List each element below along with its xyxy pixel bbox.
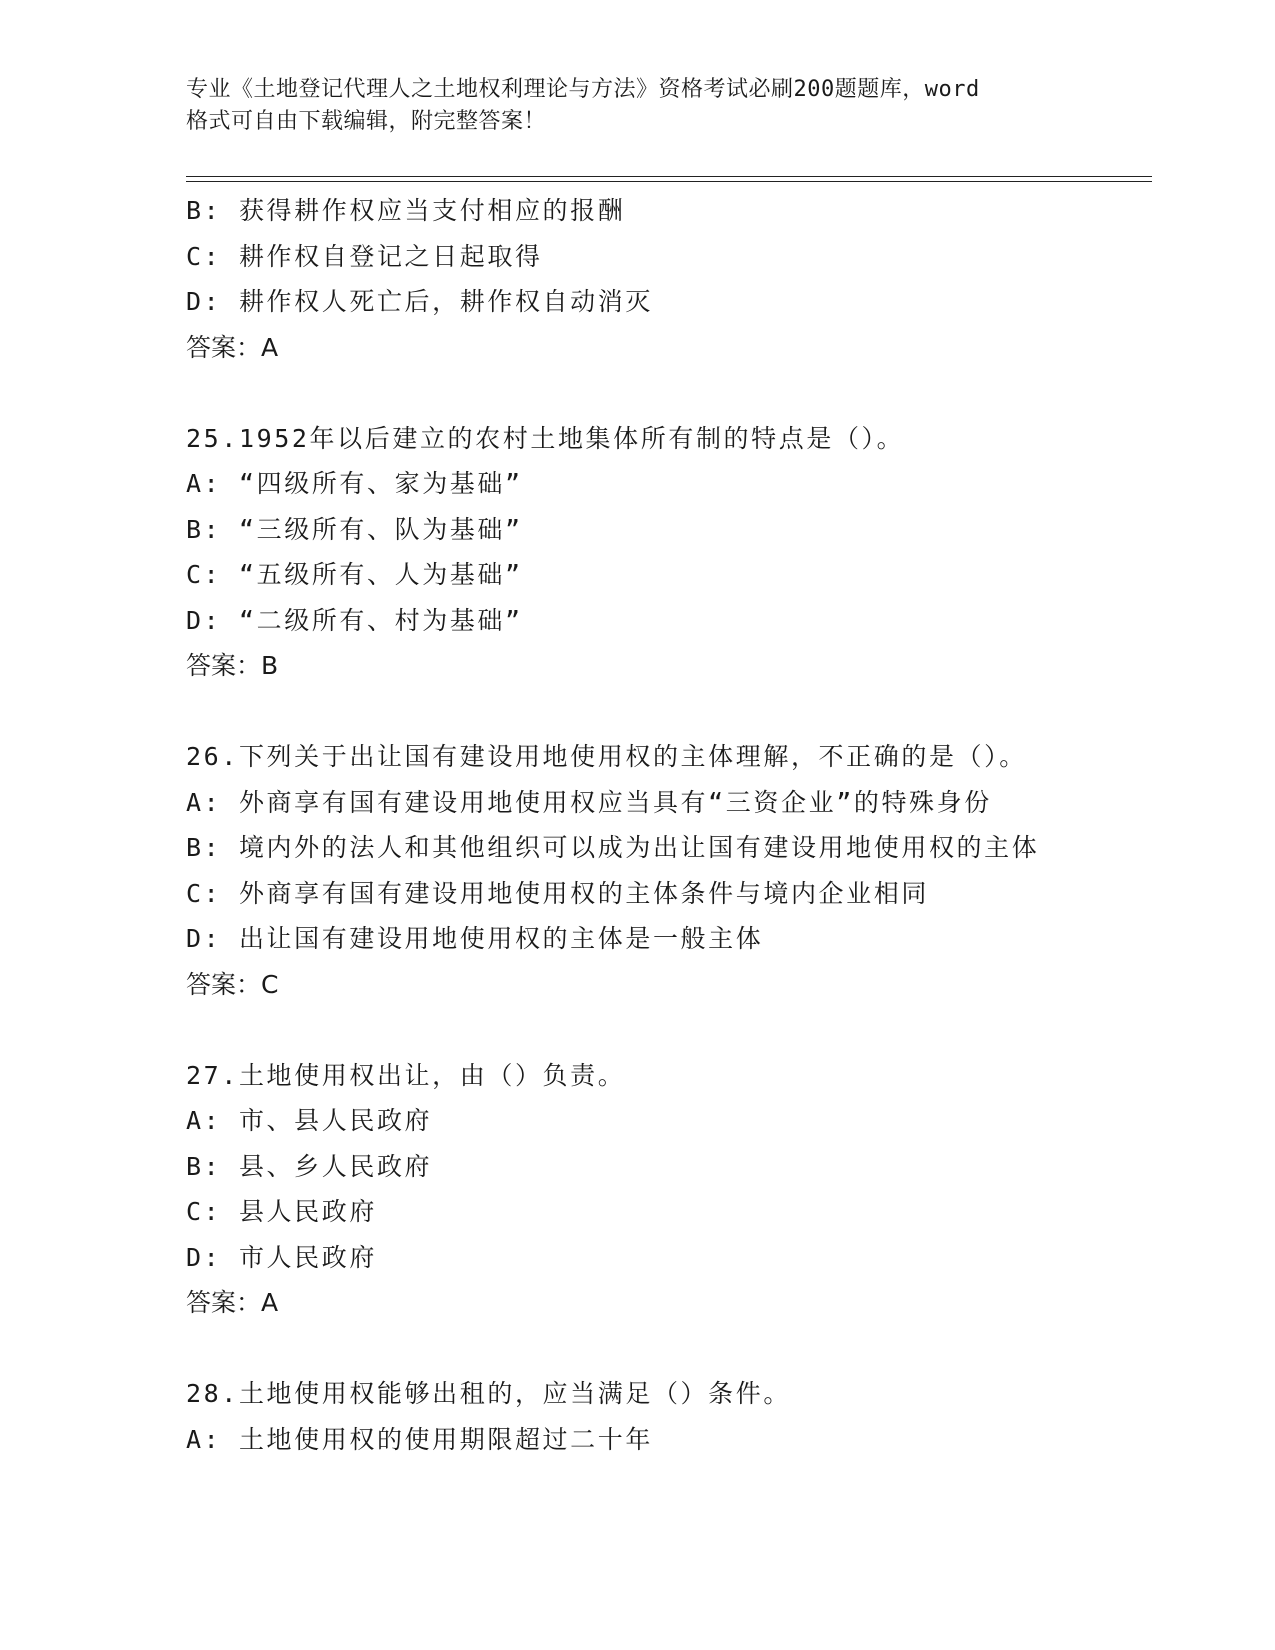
answer-line: 答案：B — [186, 651, 279, 680]
option-c: C: 耕作权自登记之日起取得 — [186, 241, 543, 271]
option-b: B: 境内外的法人和其他组织可以成为出让国有建设用地使用权的主体 — [186, 833, 1040, 862]
option-d: D: 耕作权人死亡后，耕作权自动消灭 — [186, 287, 653, 316]
option-b: B: “三级所有、队为基础” — [186, 514, 523, 544]
spacer — [186, 1007, 1146, 1053]
question-stem: 28.土地使用权能够出租的，应当满足（）条件。 — [186, 1379, 791, 1408]
option-a: A: 外商享有国有建设用地使用权应当具有“三资企业”的特殊身份 — [186, 787, 992, 817]
option-c: C: 县人民政府 — [186, 1197, 377, 1226]
header-rule-top — [186, 176, 1152, 177]
option-a: A: “四级所有、家为基础” — [186, 469, 523, 498]
header-line-1: 专业《土地登记代理人之土地权利理论与方法》资格考试必刷200题题库，word — [186, 77, 980, 102]
option-a: A: 土地使用权的使用期限超过二十年 — [186, 1424, 653, 1454]
question-block-26 — [186, 734, 1146, 1007]
question-block-24 — [186, 188, 1146, 370]
spacer — [186, 370, 1146, 416]
answer-line: 答案：C — [186, 969, 279, 999]
answer-line: 答案：A — [186, 1288, 279, 1317]
question-stem: 27.土地使用权出让，由（）负责。 — [186, 1060, 626, 1090]
option-b: B: 获得耕作权应当支付相应的报酬 — [186, 196, 626, 225]
option-d: D: 市人民政府 — [186, 1242, 377, 1272]
header-line-2: 格式可自由下载编辑，附完整答案！ — [186, 109, 547, 134]
question-list — [186, 188, 1146, 1462]
header-rule-bottom — [186, 181, 1152, 182]
option-c: C: 外商享有国有建设用地使用权的主体条件与境内企业相同 — [186, 878, 929, 908]
question-stem: 26.下列关于出让国有建设用地使用权的主体理解，不正确的是（）。 — [186, 742, 1027, 771]
option-d: D: 出让国有建设用地使用权的主体是一般主体 — [186, 924, 764, 953]
question-stem: 25.1952年以后建立的农村土地集体所有制的特点是（）。 — [186, 423, 905, 453]
answer-line: 答案：A — [186, 332, 279, 362]
option-d: D: “二级所有、村为基础” — [186, 605, 523, 635]
question-block-27 — [186, 1053, 1146, 1326]
option-a: A: 市、县人民政府 — [186, 1106, 433, 1135]
document-header — [186, 74, 1086, 138]
option-c: C: “五级所有、人为基础” — [186, 560, 523, 589]
question-block-28 — [186, 1371, 1146, 1462]
spacer — [186, 689, 1146, 735]
question-block-25 — [186, 416, 1146, 689]
spacer — [186, 1326, 1146, 1372]
option-b: B: 县、乡人民政府 — [186, 1151, 433, 1181]
